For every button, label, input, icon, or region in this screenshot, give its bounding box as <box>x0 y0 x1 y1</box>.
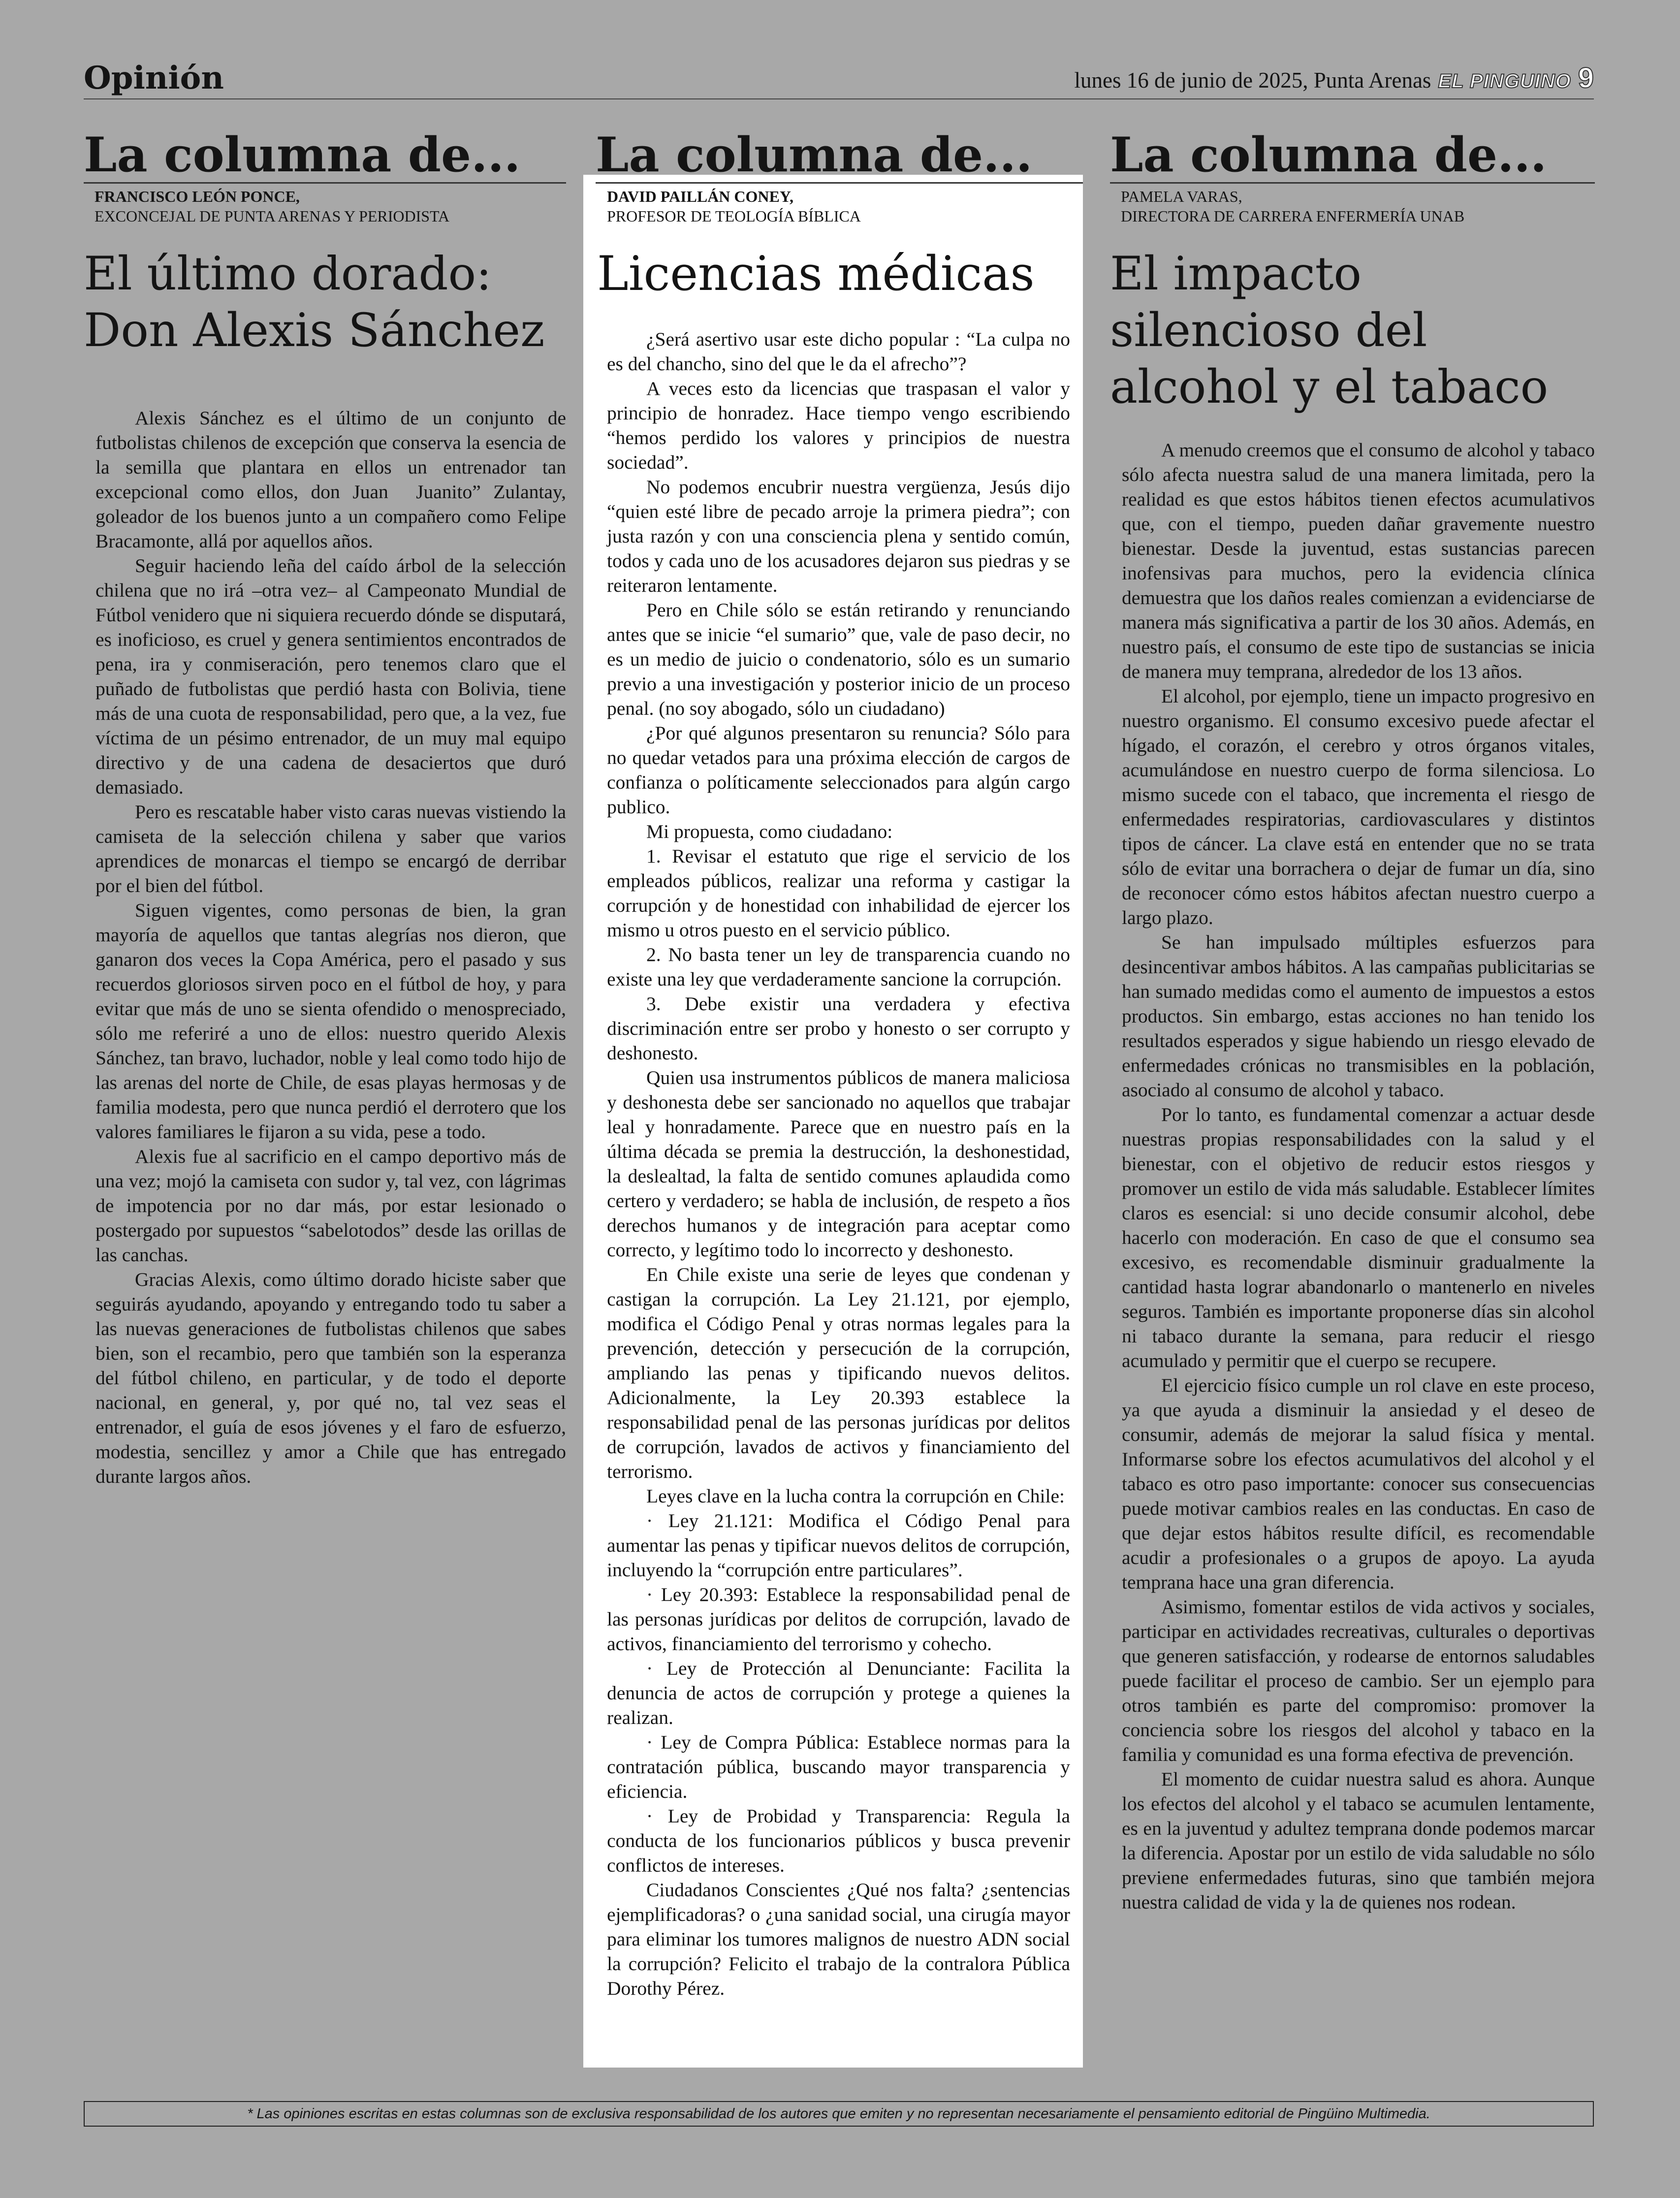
paragraph: Mi propuesta, como ciudadano: <box>646 821 893 842</box>
paragraph: A veces esto da licencias que traspasan el valor y principio de honradez. Hace tiempo vengo escribiendo “hemos perdido los valores y principios de nuestra sociedad”. <box>607 378 1070 473</box>
paragraph: Siguen vigentes, como personas de bien, la gran mayoría de aquellos que tantas alegrías nos dieron, que ganaron dos veces la Copa América, pero el pasado y sus recuerdos gloriosos sirven poco en el fútbol de hoy, y para evitar que más de uno se sienta ofendido o menospreciado, sólo me referiré a uno de ellos: nuestro querido Alexis Sánchez, tan bravo, luchador, noble y leal como todo hijo de las arenas del norte de Chile, de esas playas hermosas y de familia modesta, pero que nunca perdió el derrotero que los valores familiares le fijaron a su vida, pese a todo. <box>95 899 567 1143</box>
paragraph: Quien usa instrumentos públicos de manera maliciosa y deshonesta debe ser sancionado no aquellos que trabajar leal y honradamente. Parece que en nuestro país en la última década se premia la destrucción, la deshonestidad, la deslealtad, la falta de sentido comunes aplaudida como certero y verdadero; se habla de inclusión, de respeto a ños derechos humanos y de integración para aceptar como correcto, y legítimo todo lo incorrecto y deshonesto. <box>607 1067 1070 1261</box>
paragraph: 3. Debe existir una verdadera y efectiva discriminación entre ser probo y honesto o ser corrupto y deshonesto. <box>607 993 1070 1064</box>
paragraph: Alexis fue al sacrificio en el campo deportivo más de una vez; mojó la camiseta con sudor y, tal vez, con lágrimas de impotencia por no dar más, por estar lesionado o postergado por supuestos “sabelotodos” desde las orillas de las canchas. <box>95 1146 566 1266</box>
paragraph: El alcohol, por ejemplo, tiene un impacto progresivo en nuestro organismo. El consumo excesivo puede afectar el hígado, el corazón, el cerebro y otros órganos vitales, acumulándose en nuestro cuerpo de forma silenciosa. Lo mismo sucede con el tabaco, que incrementa el riesgo de enfermedades respiratorias, cardiovasculares y distintos tipos de cáncer. La clave está en entender que no se trata sólo de evitar una borrachera o dejar de fumar un día, sino de reconocer cómo estos hábitos afectan nuestro cuerpo a largo plazo. <box>1122 685 1595 928</box>
list-item: · Ley de Compra Pública: Establece normas para la contratación pública, buscando mayor transparencia y eficiencia. <box>607 1731 1070 1802</box>
paragraph: Asimismo, fomentar estilos de vida activos y sociales, participar en actividades recreativas, culturales o deportivas que generen satisfacción, y rodearse de entornos saludables puede facilitar el proceso de cambio. Ser un ejemplo para otros también es parte del compromiso: promover la conciencia sobre los riesgos del alcohol y tabaco en la familia y comunidad es una forma efectiva de prevención. <box>1122 1596 1595 1765</box>
paragraph: 2. No basta tener un ley de transparencia cuando no existe una ley que verdaderamente sancione la corrupción. <box>607 944 1070 990</box>
headline-line: alcohol y el tabaco <box>1110 360 1549 414</box>
paragraph: ¿Será asertivo usar este dicho popular : “La culpa no es del chancho, sino del que le da el afrecho”? <box>607 328 1070 375</box>
author-block <box>607 187 1070 226</box>
column-kicker: La columna de... <box>84 127 521 183</box>
paragraph: Seguir haciendo leña del caído árbol de la selección chilena que no irá –otra vez– al Campeonato Mundial de Fútbol venidero que ni siquiera recuerdo dónde se disputará, es inoficioso, es cruel y genera sentimientos encontrados de pena, ira y conmiseración, pero tenemos claro que el puñado de futbolistas que perdió hasta con Bolivia, tiene más de una cuota de responsabilidad, pero que, a la vez, fue víctima de un pésimo entrenador, de un muy mal equipo directivo y de una cadena de desaciertos que duró demasiado. <box>95 555 566 798</box>
article-headline <box>597 246 1070 302</box>
paragraph: Se han impulsado múltiples esfuerzos para desincentivar ambos hábitos. A las campañas publicitarias se han sumado medidas como el aumento de impuestos a estos productos. Sin embargo, estas acciones no han tenido los resultados esperados y sigue habiendo un riesgo elevado de enfermedades crónicas no transmisibles en la población, asociado al consumo de alcohol y tabaco. <box>1122 931 1595 1101</box>
headline-line: El impacto <box>1110 247 1362 301</box>
list-item: · Ley de Protección al Denunciante: Facilita la denuncia de actos de corrupción y protege a quienes la realizan. <box>607 1657 1070 1728</box>
headline-line: El último dorado: <box>84 247 492 301</box>
paragraph: Leyes clave en la lucha contra la corrupción en Chile: <box>646 1485 1065 1507</box>
author-block <box>84 187 566 226</box>
dateline <box>1075 62 1594 95</box>
article-headline <box>1110 246 1595 415</box>
author-role: DIRECTORA DE CARRERA ENFERMERÍA UNAB <box>1121 207 1465 225</box>
column-kicker: La columna de... <box>596 127 1033 183</box>
disclaimer-box <box>84 2101 1594 2127</box>
opinion-column-2 <box>583 127 1083 2068</box>
page-number: 9 <box>1578 62 1594 94</box>
paragraph: Pero en Chile sólo se están retirando y renunciando antes que se inicie “el sumario” que, vale de paso decir, no es un medio de juicio o condenatorio, sólo es un sumario previo a una investigación y posterior inicio de un proceso penal. (no soy abogado, sólo un ciudadano) <box>607 599 1070 719</box>
column-kicker: La columna de... <box>1110 127 1547 183</box>
list-item: · Ley 20.393: Establece la responsabilidad penal de las personas jurídicas por delitos de corrupción, lavado de activos, financiamiento del terrorismo y cohecho. <box>607 1584 1070 1655</box>
column-inner <box>583 128 1083 2001</box>
opinion-column-3 <box>1110 128 1595 1914</box>
paragraph: No podemos encubrir nuestra vergüenza, Jesús dijo “quien esté libre de pecado arroje la primera piedra”; con justa razón y con una consciencia plena y sentido común, todos y cada uno de los acusadores dejaron sus piedras y se reiteraron lentamente. <box>607 476 1070 596</box>
author-block <box>1110 187 1595 226</box>
article-body <box>84 406 566 1489</box>
disclaimer-text: * Las opiniones escritas en estas columnas son de exclusiva responsabilidad de los autores que emiten y no representan necesariamente el pensamiento editorial de Pingüino Multimedia. <box>247 2105 1430 2122</box>
article-body <box>607 327 1070 2001</box>
paragraph: 1. Revisar el estatuto que rige el servicio de los empleados públicos, realizar una reforma y castigar la corrupción y de honestidad con inhabilidad de ejercer los mismo u otros puesto en el servicio público. <box>607 845 1070 941</box>
paragraph: Por lo tanto, es fundamental comenzar a actuar desde nuestras propias responsabilidades con la salud y el bienestar, con el objetivo de reducir estos riesgos y promover un estilo de vida más saludable. Establecer límites claros es esencial: si uno decide consumir alcohol, debe hacerlo con moderación. En caso de que el consumo sea excesivo, es recomendable disminuir gradualmente la cantidad hasta lograr abandonarlo o mantenerlo en niveles seguros. También es importante proponerse días sin alcohol ni tabaco durante la semana, para reducir el riesgo acumulado y permitir que el cuerpo se recupere. <box>1122 1104 1595 1371</box>
article-body <box>1110 438 1595 1914</box>
author-name: PAMELA VARAS, <box>1121 188 1242 205</box>
paragraph: Ciudadanos Conscientes ¿Qué nos falta? ¿sentencias ejemplificadoras? o ¿una sanidad social, una cirugía mayor para eliminar los tumores malignos de nuestro ADN social la corrupción? Felicito el trabajo de la contralora Pública Dorothy Pérez. <box>607 1879 1070 1999</box>
paragraph: Gracias Alexis, como último dorado hiciste saber que seguirás ayudando, apoyando y entregando todo tu saber a las nuevas generaciones de futbolistas chilenos que sabes bien, son el recambio, pero que también son la esperanza del fútbol chileno, en particular, y de todo el deporte nacional, en general, y, por qué no, tal vez seas el entrenador, el guía de esos jóvenes y el faro de esfuerzo, modestia, sencillez y amor a Chile que has entregado durante largos años. <box>95 1269 566 1487</box>
newspaper-logo: EL PINGUINO <box>1438 70 1571 92</box>
paragraph: El ejercicio físico cumple un rol clave en este proceso, ya que ayuda a disminuir la ansiedad y el deseo de consumir, además de mejorar la salud física y mental. Informarse sobre los efectos acumulativos del alcohol y el tabaco es otro paso importante: conocer sus consecuencias puede motivar cambios reales en las conductas. En caso de que dejar estos hábitos resulte difícil, es recomendable acudir a profesionales o a grupos de apoyo. La ayuda temprana hace una gran diferencia. <box>1122 1374 1595 1593</box>
issue-date: lunes 16 de junio de 2025, Punta Arenas <box>1074 68 1431 93</box>
section-title: Opinión <box>84 60 224 96</box>
page-header <box>84 62 1594 99</box>
headline-line: silencioso del <box>1110 304 1427 357</box>
paragraph: ¿Por qué algunos presentaron su renuncia? Sólo para no quedar vetados para una próxima elección de cargos de confianza o políticamente seleccionados para algún cargo publico. <box>607 722 1070 818</box>
paragraph: A menudo creemos que el consumo de alcohol y tabaco sólo afecta nuestra salud de una manera limitada, pero la realidad es que estos hábitos tienen efectos acumulativos que, con el tiempo, pueden dañar gravemente nuestro bienestar. Desde la juventud, estas sustancias parecen inofensivas para muchos, pero la evidencia clínica demuestra que los daños reales comienzan a evidenciarse de manera más significativa a partir de los 30 años. Además, en nuestro país, el consumo de este tipo de sustancias se inicia de manera muy temprana, alrededor de los 13 años. <box>1122 439 1595 682</box>
author-name: DAVID PAILLÁN CONEY, <box>607 188 794 205</box>
paragraph: Alexis Sánchez es el último de un conjunto de futbolistas chilenos de excepción que conserva la esencia de la semilla que plantara en ellos un entrenador tan excepcional como ellos, don Juan  Juanito” Zulantay, goleador de los buenos junto a un compañero como Felipe Bracamonte, allá por aquellos años. <box>95 407 566 552</box>
list-item: · Ley de Probidad y Transparencia: Regula la conducta de los funcionarios públicos y busca prevenir conflictos de intereses. <box>607 1805 1070 1876</box>
author-role: PROFESOR DE TEOLOGÍA BÍBLICA <box>607 207 861 225</box>
article-headline <box>84 246 566 359</box>
headline-line: Licencias médicas <box>597 246 1035 301</box>
paragraph: El momento de cuidar nuestra salud es ahora. Aunque los efectos del alcohol y el tabaco se acumulen lentamente, es en la juventud y adultez temprana donde podemos marcar la diferencia. Apostar por un estilo de vida saludable no sólo previene enfermedades futuras, sino que también mejora nuestra calidad de vida y la de quienes nos rodean. <box>1122 1768 1595 1913</box>
author-role: EXCONCEJAL DE PUNTA ARENAS Y PERIODISTA <box>95 207 450 225</box>
author-name: FRANCISCO LEÓN PONCE, <box>95 188 300 205</box>
paragraph: Pero es rescatable haber visto caras nuevas vistiendo la camiseta de la selección chilena y saber que varios aprendices de monarcas el tiempo se encargó de derribar por el bien del fútbol. <box>95 801 566 896</box>
list-item: · Ley 21.121: Modifica el Código Penal para aumentar las penas y tipificar nuevos delitos de corrupción, incluyendo la “corrupción entre particulares”. <box>607 1510 1070 1581</box>
headline-line: Don Alexis Sánchez <box>84 304 545 357</box>
paragraph: En Chile existe una serie de leyes que condenan y castigan la corrupción. La Ley 21.121, por ejemplo, modifica el Código Penal y otras normas legales para la prevención, detección y persecución de la corrupción, ampliando las penas y tipificando nuevos delitos. Adicionalmente, la Ley 20.393 establece la responsabilidad penal de las personas jurídicas por delitos de corrupción, lavados de activos y financiamiento del terrorismo. <box>607 1264 1070 1482</box>
opinion-column-1 <box>84 128 566 1489</box>
